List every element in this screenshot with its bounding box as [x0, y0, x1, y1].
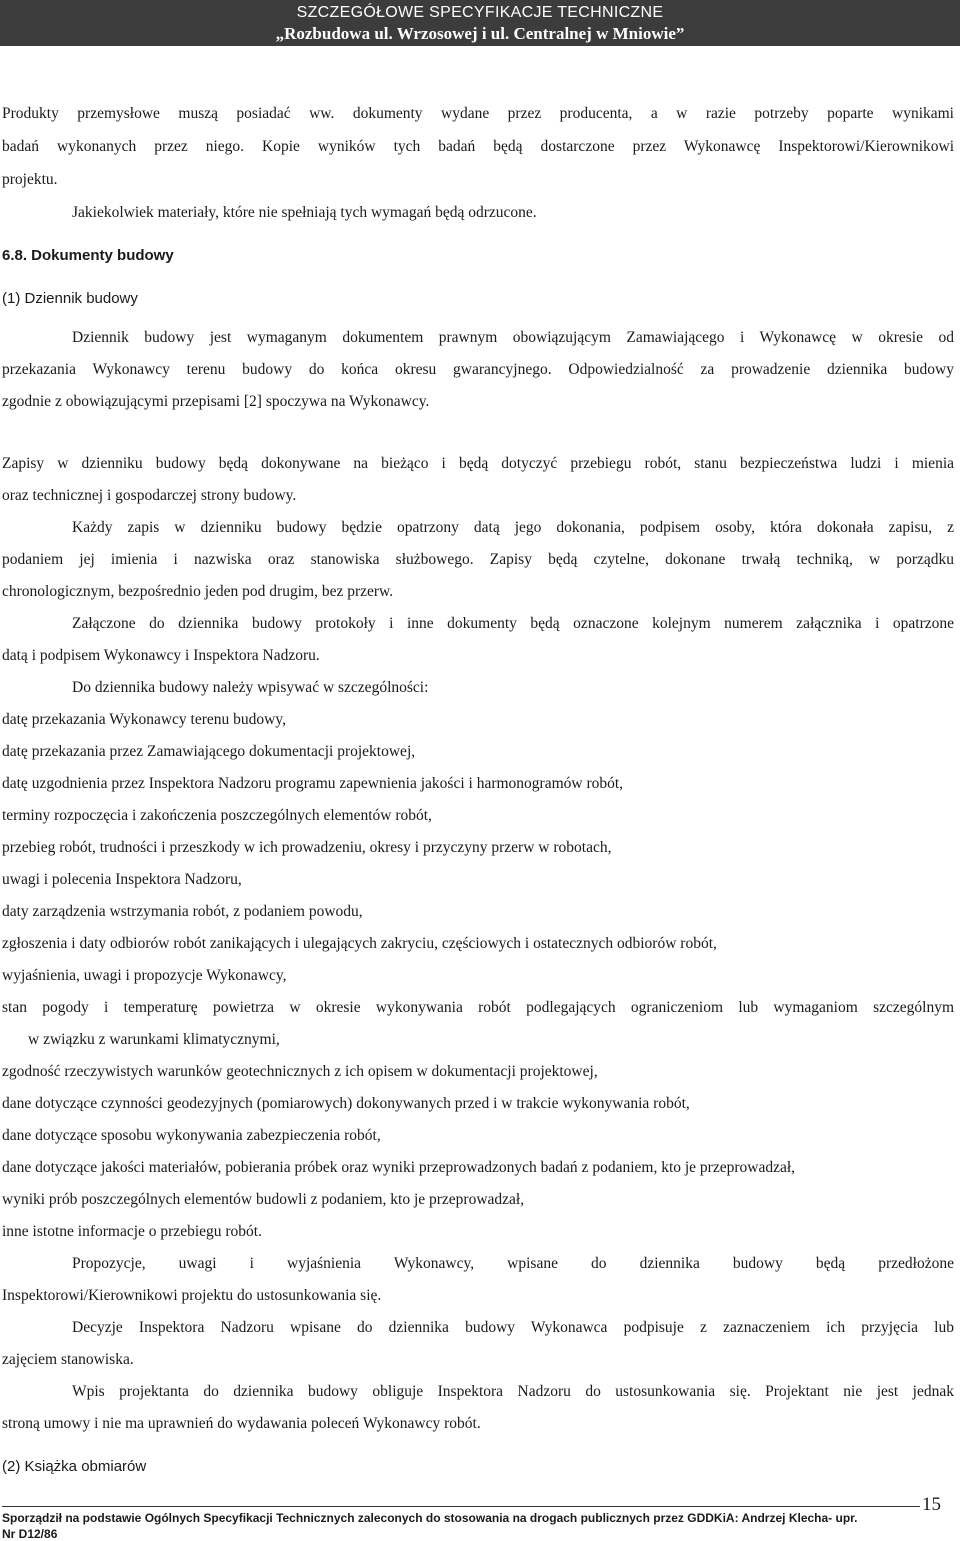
text-line: Każdy zapis w dzienniku budowy będzie opatrzony datą jego dokonania, podpisem osoby, która dokonała zapisu, z: [72, 519, 954, 536]
footer-divider: [2, 1506, 920, 1507]
text-line: Zapisy w dzienniku budowy będą dokonywane na bieżąco i będą dotyczyć przebiegu robót, stanu bezpieczeństwa ludzi i mienia: [2, 455, 954, 472]
list-item: datę przekazania przez Zamawiającego dokumentacji projektowej,: [2, 743, 416, 760]
page-header: [0, 0, 960, 46]
list-item: zgłoszenia i daty odbiorów robót zanikających i ulegających zakryciu, częściowych i ostatecznych odbiorów robót,: [2, 935, 717, 952]
list-item: zgodność rzeczywistych warunków geotechnicznych z ich opisem w dokumentacji projektowej,: [2, 1063, 598, 1080]
text-line: Do dziennika budowy należy wpisywać w szczególności:: [72, 679, 429, 696]
list-item: stan pogody i temperaturę powietrza w okresie wykonywania robót podlegających ograniczeniom lub wymaganiom szczególnym: [2, 999, 954, 1016]
text-line: zajęciem stanowiska.: [2, 1351, 134, 1368]
subsection-heading: (1) Dziennik budowy: [2, 290, 138, 307]
subsection-heading: (2) Książka obmiarów: [2, 1458, 147, 1475]
text-line: Produkty przemysłowe muszą posiadać ww. dokumenty wydane przez producenta, a w razie potrzeby poparte wynikami: [2, 105, 954, 122]
section-heading: 6.8. Dokumenty budowy: [2, 247, 174, 264]
text-line: Wpis projektanta do dziennika budowy obliguje Inspektora Nadzoru do ustosunkowania się. Projektant nie jest jednak: [72, 1383, 954, 1400]
text-line: zgodnie z obowiązującymi przepisami [2] spoczywa na Wykonawcy.: [2, 393, 430, 410]
text-line: projektu.: [2, 171, 58, 188]
text-line: stroną umowy i nie ma uprawnień do wydawania poleceń Wykonawcy robót.: [2, 1415, 481, 1432]
list-item: terminy rozpoczęcia i zakończenia poszczególnych elementów robót,: [2, 807, 432, 824]
text-line: chronologicznym, bezpośrednio jeden pod drugim, bez przerw.: [2, 583, 394, 600]
list-item: uwagi i polecenia Inspektora Nadzoru,: [2, 871, 242, 888]
text-line: Inspektorowi/Kierownikowi projektu do ustosunkowania się.: [2, 1287, 382, 1304]
text-line: przekazania Wykonawcy terenu budowy do końca okresu gwarancyjnego. Odpowiedzialność za prowadzenie dziennika budowy: [2, 361, 954, 378]
header-subtitle: „Rozbudowa ul. Wrzosowej i ul. Centralnej w Mniowie”: [275, 24, 685, 43]
text-line: badań wykonanych przez niego. Kopie wyników tych badań będą dostarczone przez Wykonawcę Inspektorowi/Kierownikowi: [2, 138, 954, 155]
list-item: dane dotyczące sposobu wykonywania zabezpieczenia robót,: [2, 1127, 381, 1144]
header-title: SZCZEGÓŁOWE SPECYFIKACJE TECHNICZNE: [296, 4, 664, 21]
list-item: przebieg robót, trudności i przeszkody w ich prowadzeniu, okresy i przyczyny przerw w robotach,: [2, 839, 612, 856]
list-item: dane dotyczące czynności geodezyjnych (pomiarowych) dokonywanych przed i w trakcie wykonywania robót,: [2, 1095, 690, 1112]
list-item: inne istotne informacje o przebiegu robót.: [2, 1223, 262, 1240]
page-number: 15: [922, 1494, 941, 1515]
list-item: datę uzgodnienia przez Inspektora Nadzoru programu zapewnienia jakości i harmonogramów robót,: [2, 775, 624, 792]
footer-credit-number: Nr D12/86: [2, 1527, 58, 1541]
text-line: Propozycje, uwagi i wyjaśnienia Wykonawcy, wpisane do dziennika budowy będą przedłożone: [72, 1255, 954, 1272]
text-line: oraz technicznej i gospodarczej strony budowy.: [2, 487, 297, 504]
text-line: Decyzje Inspektora Nadzoru wpisane do dziennika budowy Wykonawca podpisuje z zaznaczeniem ich przyjęcia lub: [72, 1319, 954, 1336]
text-line: Dziennik budowy jest wymaganym dokumentem prawnym obowiązującym Zamawiającego i Wykonawcę w okresie od: [72, 329, 954, 346]
list-item: daty zarządzenia wstrzymania robót, z podaniem powodu,: [2, 903, 363, 920]
text-line: podaniem jej imienia i nazwiska oraz stanowiska służbowego. Zapisy będą czytelne, dokonane trwałą techniką, w porządku: [2, 551, 954, 568]
text-line: Załączone do dziennika budowy protokoły i inne dokumenty będą oznaczone kolejnym numerem załącznika i opatrzone: [72, 615, 954, 632]
text-line: Jakiekolwiek materiały, które nie spełniają tych wymagań będą odrzucone.: [72, 204, 537, 221]
list-item: wyjaśnienia, uwagi i propozycje Wykonawcy,: [2, 967, 287, 984]
list-item: datę przekazania Wykonawcy terenu budowy,: [2, 711, 286, 728]
text-line: datą i podpisem Wykonawcy i Inspektora Nadzoru.: [2, 647, 320, 664]
footer-credit: Sporządził na podstawie Ogólnych Specyfikacji Technicznych zaleconych do stosowania na drogach publicznych przez GDDKiA: Andrzej Klecha- upr.: [2, 1511, 858, 1525]
list-item: dane dotyczące jakości materiałów, pobierania próbek oraz wyniki przeprowadzonych badań z podaniem, kto je przeprowadzał,: [2, 1159, 796, 1176]
list-item: wyniki prób poszczególnych elementów budowli z podaniem, kto je przeprowadzał,: [2, 1191, 525, 1208]
list-item-continuation: w związku z warunkami klimatycznymi,: [28, 1031, 280, 1048]
